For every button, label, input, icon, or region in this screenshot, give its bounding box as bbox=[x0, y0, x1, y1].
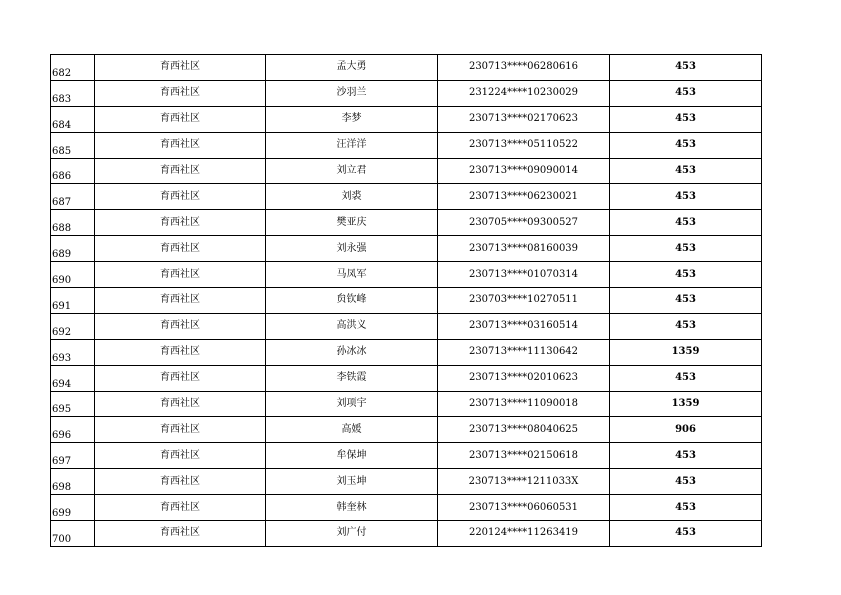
amount-cell: 453 bbox=[610, 262, 762, 288]
row-number-cell: 696 bbox=[51, 417, 95, 443]
id-number-cell: 230713****08160039 bbox=[438, 236, 610, 262]
id-number-cell: 230713****11090018 bbox=[438, 391, 610, 417]
id-number-cell: 230713****11130642 bbox=[438, 339, 610, 365]
table-row bbox=[51, 210, 762, 236]
row-number-cell: 690 bbox=[51, 262, 95, 288]
community-cell: 育西社区 bbox=[95, 288, 266, 314]
amount-cell: 453 bbox=[610, 365, 762, 391]
table-row bbox=[51, 55, 762, 81]
table-row bbox=[51, 521, 762, 547]
amount-cell: 453 bbox=[610, 495, 762, 521]
table-row bbox=[51, 158, 762, 184]
table-row bbox=[51, 443, 762, 469]
community-cell: 育西社区 bbox=[95, 313, 266, 339]
table-row bbox=[51, 106, 762, 132]
row-number-cell: 686 bbox=[51, 158, 95, 184]
row-number-cell: 688 bbox=[51, 210, 95, 236]
row-number-cell: 700 bbox=[51, 521, 95, 547]
amount-cell: 1359 bbox=[610, 339, 762, 365]
table-row bbox=[51, 495, 762, 521]
table-row bbox=[51, 365, 762, 391]
id-number-cell: 220124****11263419 bbox=[438, 521, 610, 547]
row-number-cell: 683 bbox=[51, 80, 95, 106]
name-cell: 韩奎林 bbox=[266, 495, 438, 521]
community-cell: 育西社区 bbox=[95, 55, 266, 81]
community-cell: 育西社区 bbox=[95, 132, 266, 158]
table-row bbox=[51, 132, 762, 158]
id-number-cell: 230713****09090014 bbox=[438, 158, 610, 184]
data-table bbox=[50, 54, 762, 547]
row-number-cell: 693 bbox=[51, 339, 95, 365]
community-cell: 育西社区 bbox=[95, 469, 266, 495]
community-cell: 育西社区 bbox=[95, 262, 266, 288]
community-cell: 育西社区 bbox=[95, 80, 266, 106]
amount-cell: 453 bbox=[610, 184, 762, 210]
id-number-cell: 230713****08040625 bbox=[438, 417, 610, 443]
table-row bbox=[51, 288, 762, 314]
table-row bbox=[51, 469, 762, 495]
name-cell: 刘广付 bbox=[266, 521, 438, 547]
name-cell: 孟大勇 bbox=[266, 55, 438, 81]
id-number-cell: 230713****1211033X bbox=[438, 469, 610, 495]
table-row bbox=[51, 339, 762, 365]
name-cell: 刘项宇 bbox=[266, 391, 438, 417]
amount-cell: 453 bbox=[610, 443, 762, 469]
name-cell: 贠钦峰 bbox=[266, 288, 438, 314]
name-cell: 孙冰冰 bbox=[266, 339, 438, 365]
id-number-cell: 230713****06060531 bbox=[438, 495, 610, 521]
id-number-cell: 230713****02010623 bbox=[438, 365, 610, 391]
amount-cell: 453 bbox=[610, 313, 762, 339]
name-cell: 李梦 bbox=[266, 106, 438, 132]
amount-cell: 906 bbox=[610, 417, 762, 443]
community-cell: 育西社区 bbox=[95, 365, 266, 391]
id-number-cell: 230713****05110522 bbox=[438, 132, 610, 158]
table-row bbox=[51, 313, 762, 339]
community-cell: 育西社区 bbox=[95, 106, 266, 132]
name-cell: 沙羽兰 bbox=[266, 80, 438, 106]
name-cell: 高洪义 bbox=[266, 313, 438, 339]
community-cell: 育西社区 bbox=[95, 391, 266, 417]
amount-cell: 1359 bbox=[610, 391, 762, 417]
amount-cell: 453 bbox=[610, 521, 762, 547]
row-number-cell: 697 bbox=[51, 443, 95, 469]
data-table-sheet bbox=[50, 54, 762, 547]
id-number-cell: 230713****02150618 bbox=[438, 443, 610, 469]
id-number-cell: 230713****06230021 bbox=[438, 184, 610, 210]
community-cell: 育西社区 bbox=[95, 210, 266, 236]
row-number-cell: 694 bbox=[51, 365, 95, 391]
amount-cell: 453 bbox=[610, 469, 762, 495]
row-number-cell: 699 bbox=[51, 495, 95, 521]
row-number-cell: 698 bbox=[51, 469, 95, 495]
row-number-cell: 684 bbox=[51, 106, 95, 132]
id-number-cell: 230713****03160514 bbox=[438, 313, 610, 339]
row-number-cell: 685 bbox=[51, 132, 95, 158]
name-cell: 牟保坤 bbox=[266, 443, 438, 469]
table-row bbox=[51, 391, 762, 417]
name-cell: 刘玉坤 bbox=[266, 469, 438, 495]
community-cell: 育西社区 bbox=[95, 236, 266, 262]
table-body bbox=[51, 55, 762, 547]
amount-cell: 453 bbox=[610, 132, 762, 158]
id-number-cell: 230703****10270511 bbox=[438, 288, 610, 314]
row-number-cell: 695 bbox=[51, 391, 95, 417]
amount-cell: 453 bbox=[610, 158, 762, 184]
community-cell: 育西社区 bbox=[95, 443, 266, 469]
community-cell: 育西社区 bbox=[95, 521, 266, 547]
amount-cell: 453 bbox=[610, 288, 762, 314]
name-cell: 汪洋洋 bbox=[266, 132, 438, 158]
community-cell: 育西社区 bbox=[95, 495, 266, 521]
community-cell: 育西社区 bbox=[95, 158, 266, 184]
name-cell: 马凤军 bbox=[266, 262, 438, 288]
row-number-cell: 691 bbox=[51, 288, 95, 314]
id-number-cell: 230713****02170623 bbox=[438, 106, 610, 132]
amount-cell: 453 bbox=[610, 80, 762, 106]
community-cell: 育西社区 bbox=[95, 339, 266, 365]
row-number-cell: 689 bbox=[51, 236, 95, 262]
community-cell: 育西社区 bbox=[95, 417, 266, 443]
amount-cell: 453 bbox=[610, 210, 762, 236]
amount-cell: 453 bbox=[610, 106, 762, 132]
id-number-cell: 230713****06280616 bbox=[438, 55, 610, 81]
name-cell: 高媛 bbox=[266, 417, 438, 443]
row-number-cell: 692 bbox=[51, 313, 95, 339]
amount-cell: 453 bbox=[610, 55, 762, 81]
table-row bbox=[51, 80, 762, 106]
table-row bbox=[51, 236, 762, 262]
row-number-cell: 682 bbox=[51, 55, 95, 81]
table-row bbox=[51, 262, 762, 288]
name-cell: 李铁霞 bbox=[266, 365, 438, 391]
community-cell: 育西社区 bbox=[95, 184, 266, 210]
table-row bbox=[51, 184, 762, 210]
amount-cell: 453 bbox=[610, 236, 762, 262]
name-cell: 刘裘 bbox=[266, 184, 438, 210]
id-number-cell: 230713****01070314 bbox=[438, 262, 610, 288]
id-number-cell: 231224****10230029 bbox=[438, 80, 610, 106]
row-number-cell: 687 bbox=[51, 184, 95, 210]
name-cell: 刘永强 bbox=[266, 236, 438, 262]
name-cell: 刘立君 bbox=[266, 158, 438, 184]
name-cell: 樊亚庆 bbox=[266, 210, 438, 236]
table-row bbox=[51, 417, 762, 443]
id-number-cell: 230705****09300527 bbox=[438, 210, 610, 236]
